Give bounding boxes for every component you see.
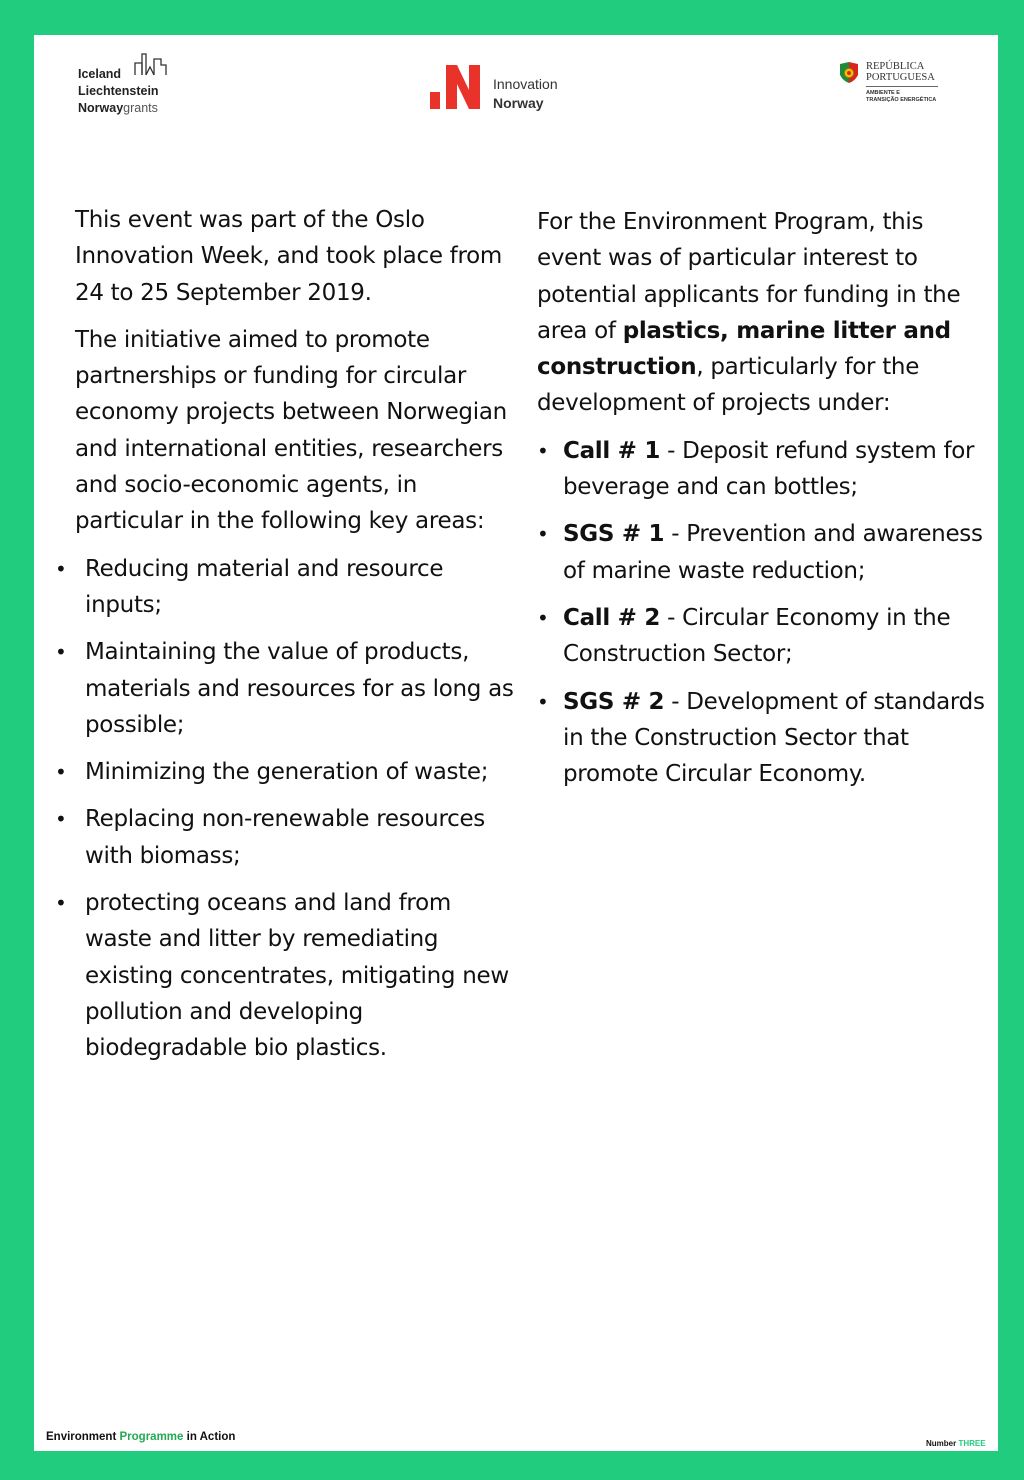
bullet-icon: •: [537, 438, 549, 463]
list-item: [43, 801, 515, 874]
footer-issue-number: [926, 1439, 986, 1448]
list-item: [43, 551, 515, 624]
list-item: [537, 600, 987, 673]
right-column: [537, 204, 987, 803]
republica-portuguesa-wordmark: [866, 61, 935, 83]
footer-publication-title: [46, 1431, 235, 1443]
list-item-text: Replacing non-renewable resources with biomass;: [85, 806, 485, 869]
bullet-icon: •: [55, 807, 67, 832]
footer-in-action: in Action: [186, 1431, 236, 1443]
pt-sub-transicao: TRANSIÇÃO ENERGÉTICA: [866, 97, 937, 103]
pt-sub-ambiente: AMBIENTE E: [866, 90, 900, 96]
list-item: [537, 684, 987, 793]
aim-paragraph: The initiative aimed to promote partnerships or funding for circular economy projects between Norwegian and international entities, researchers and socio-economic agents, in particular in the following key areas:: [75, 326, 507, 535]
innovation-norway-n-icon: [430, 60, 482, 112]
eea-line-norway: [78, 100, 159, 117]
call-label: Call # 1: [563, 437, 661, 464]
bullet-icon: •: [537, 689, 549, 714]
intro-paragraph: This event was part of the Oslo Innovation Week, and took place from 24 to 25 September 2019.: [75, 207, 503, 306]
list-item: [43, 634, 515, 743]
document-page: [34, 35, 998, 1451]
bullet-icon: •: [55, 640, 67, 665]
bullet-icon: •: [537, 522, 549, 547]
call-text: - Development of standards in the Construction Sector that promote Circular Economy.: [563, 688, 985, 788]
eea-grants-logo: [78, 52, 178, 116]
eea-line-iceland: Iceland: [78, 67, 122, 81]
list-item-text: Reducing material and resource inputs;: [85, 555, 444, 618]
eea-norway: Norway: [78, 101, 124, 115]
footer-number-label: Number: [926, 1439, 957, 1448]
program-text-bold: plastics, marine litter and construction: [537, 317, 951, 381]
pt-line-republica: REPÚBLICA: [866, 61, 925, 72]
footer-number-value: THREE: [958, 1439, 986, 1448]
footer-programme: Programme: [119, 1431, 184, 1443]
bullet-icon: •: [55, 891, 67, 916]
republica-portuguesa-logo: [838, 59, 958, 109]
bullet-icon: •: [55, 760, 67, 785]
list-item: [537, 516, 987, 589]
list-item-text: Maintaining the value of products, materials and resources for as long as possible;: [85, 639, 514, 738]
calls-list: [537, 433, 987, 793]
list-item-text: Minimizing the generation of waste;: [85, 759, 489, 786]
eea-grants-wordmark: [78, 66, 159, 117]
call-text: - Deposit refund system for beverage and can bottles;: [563, 437, 975, 501]
call-text: - Circular Economy in the Construction Sector;: [563, 604, 951, 668]
call-text: - Prevention and awareness of marine waste reduction;: [563, 521, 983, 584]
left-column: [55, 202, 515, 1078]
list-item: [537, 433, 987, 506]
program-text-end: , particularly for the development of projects under:: [537, 354, 920, 417]
pt-ministry: [866, 90, 936, 104]
innovation-norway-logo: [430, 60, 580, 116]
footer-environment: Environment: [46, 1431, 117, 1443]
program-text-start: For the Environment Program, this event was of particular interest to potential applicants for funding in the area of: [537, 209, 961, 344]
inno-line-norway: Norway: [493, 95, 544, 111]
list-item: [43, 885, 515, 1066]
eea-grants: grants: [123, 101, 158, 115]
bullet-icon: •: [55, 556, 67, 581]
key-areas-list: [55, 551, 515, 1067]
eea-line-liechtenstein: Liechtenstein: [78, 84, 159, 98]
innovation-norway-wordmark: [493, 75, 558, 113]
call-label: Call # 2: [563, 604, 661, 631]
call-label: SGS # 2: [563, 688, 665, 715]
program-paragraph: [537, 204, 987, 422]
inno-line-innovation: Innovation: [493, 76, 558, 92]
call-label: SGS # 1: [563, 521, 665, 548]
list-item: [43, 754, 515, 790]
portugal-flag-emblem-icon: [838, 61, 860, 87]
pt-line-portuguesa: PORTUGUESA: [866, 72, 935, 83]
pt-divider: [866, 86, 938, 87]
bullet-icon: •: [537, 605, 549, 630]
list-item-text: protecting oceans and land from waste and litter by remediating existing concentrates, mitigating new pollution and developing biodegradable bio plastics.: [85, 890, 509, 1062]
